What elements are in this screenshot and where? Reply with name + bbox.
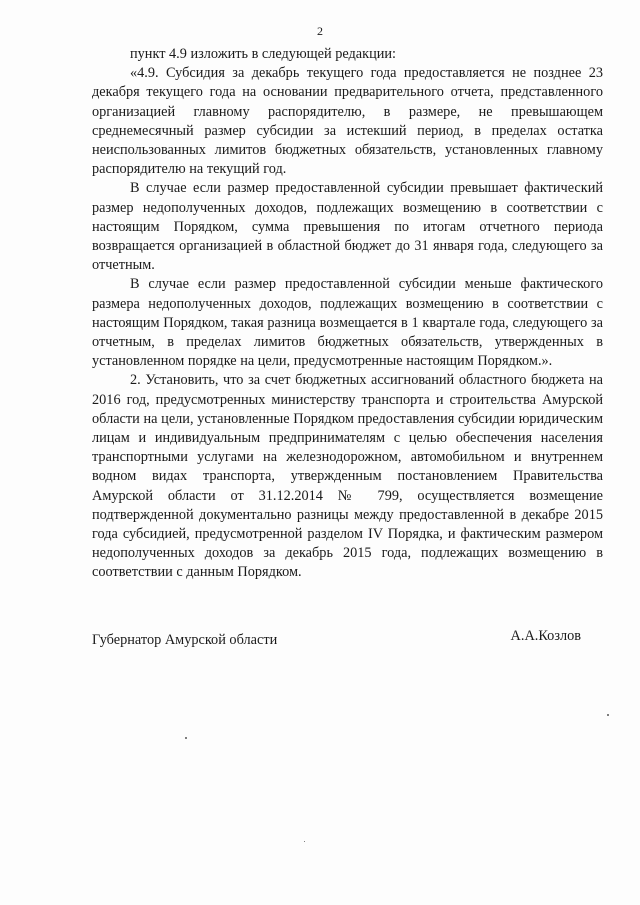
paragraph-4-9: «4.9. Субсидия за декабрь текущего года предоставляется не позднее 23 декабря текущего года на основании предварительного отчета, представленного организацией главному распорядителю, в размере, не превышающем среднемесячный размер субсидии за истекший период, в пределах остатка неиспользованных лимитов бюджетных обязательств, установленных главному распорядителю на текущий год. (92, 65, 603, 178)
paragraph-item-2: 2. Установить, что за счет бюджетных ассигнований областного бюджета на 2016 год, предусмотренных министерству транспорта и строительства Амурской области на цели, установленные Порядком предоставления субсидии юридическим лицам и индивидуальным предпринимателям с целью обеспечения населения транспортными услугами на железнодорожном, автомобильном и внутреннем водном видах транспорта, утвержденным постановлением Правительства Амурской области от 31.12.2014 № 799, осуществляется возмещение подтвержденной документально разницы между предоставленной в декабре 2015 года субсидией, предусмотренной разделом IV Порядка, и фактическим размером недополученных доходов за декабрь 2015 года, подлежащих возмещению в соответствии с данным Порядком. (92, 372, 603, 581)
signatory-name: А.А.Козлов (510, 628, 581, 644)
page-number: 2 (317, 24, 323, 38)
paragraph-shortfall-compensation: В случае если размер предоставленной субсидии меньше фактического размера недополученных доходов, подлежащих возмещению в соответствии с настоящим Порядком, такая разница возмещается в 1 квартале года, следующего за отчетным, в пределах лимитов бюджетных обязательств, утвержденных в установленном порядке на цели, предусмотренные настоящим Порядком.». (92, 276, 603, 370)
scan-speck (304, 841, 305, 842)
paragraph-excess-return: В случае если размер предоставленной субсидии превышает фактический размер недополученных доходов, подлежащих возмещению в соответствии с настоящим Порядком, сумма превышения по итогам отчетного периода возвращается организацией в областной бюджет до 31 января года, следующего за отчетным. (92, 180, 603, 274)
scan-speck (607, 714, 609, 716)
signatory-title: Губернатор Амурской области (92, 632, 278, 648)
scan-speck (185, 737, 187, 739)
document-body (92, 45, 603, 583)
paragraph-intro: пункт 4.9 изложить в следующей редакции: (130, 46, 397, 62)
